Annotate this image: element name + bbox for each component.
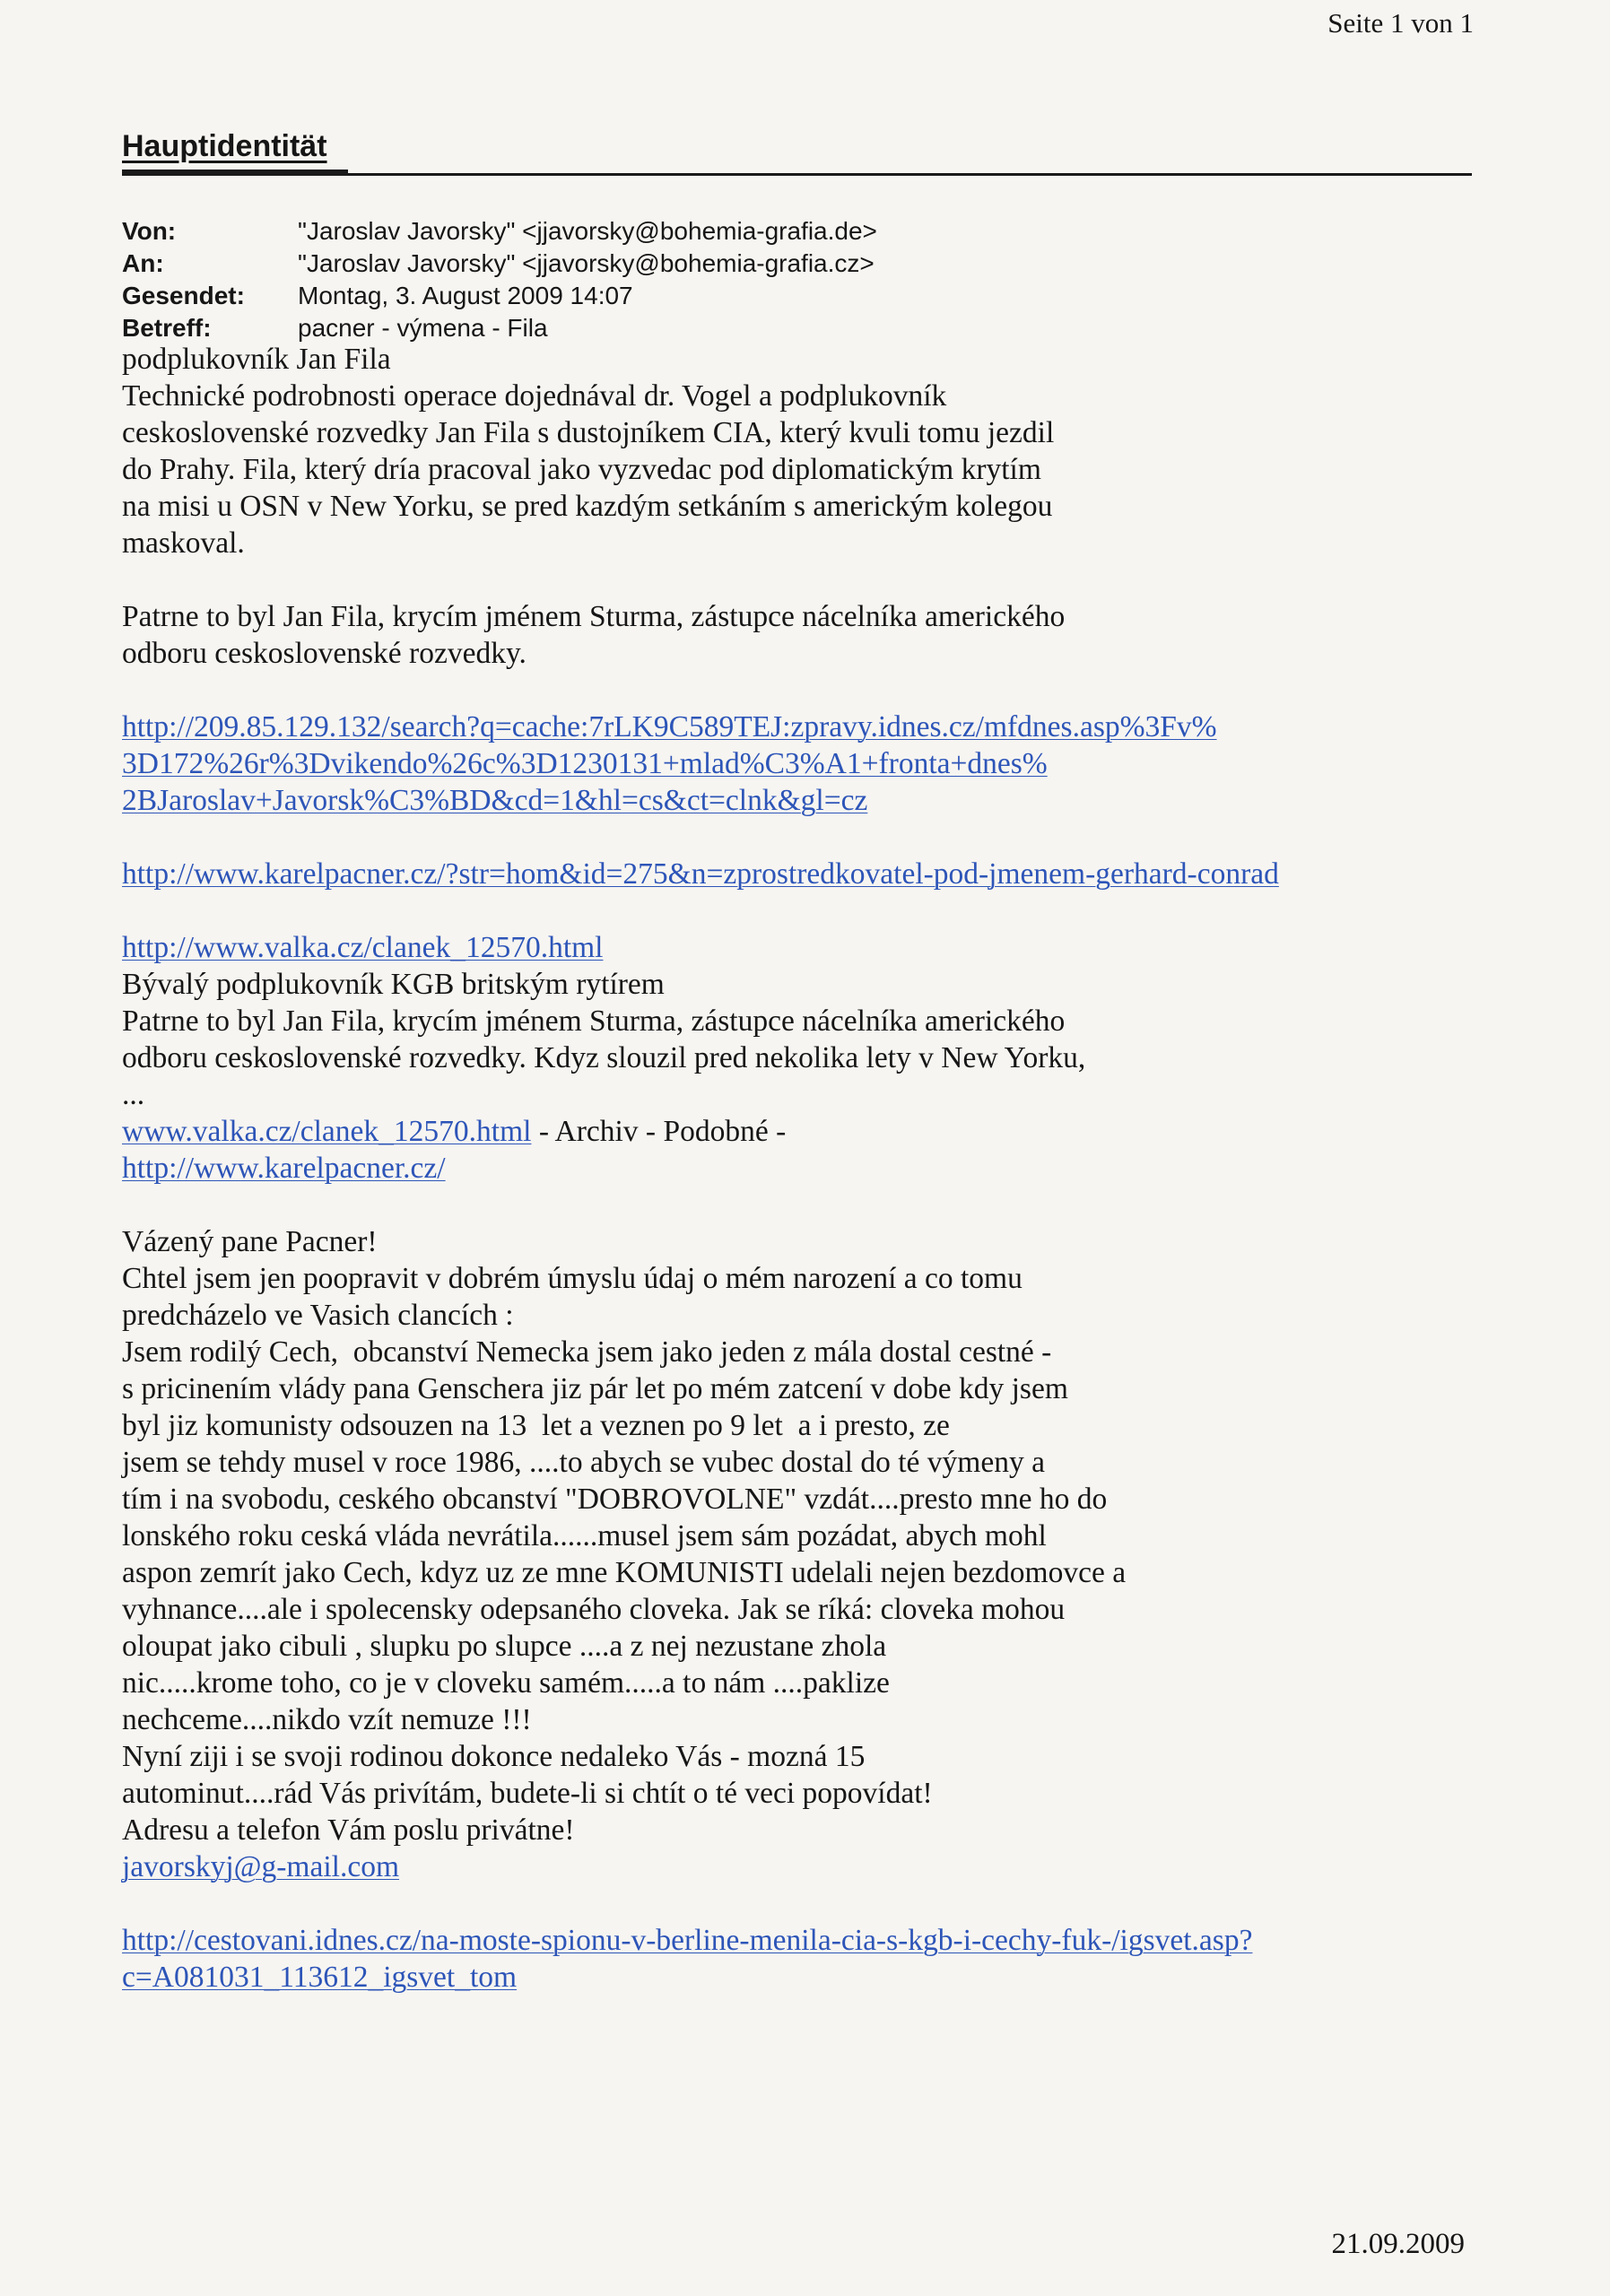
valka-short-link[interactable]: www.valka.cz/clanek_12570.html	[122, 1115, 532, 1148]
body-line: vyhnance....ale i spolecensky odepsaného cloveka. Jak se ríká: cloveka mohou	[122, 1593, 1066, 1626]
body-line: podplukovník Jan Fila	[122, 343, 391, 376]
subject-row	[122, 312, 877, 344]
body-line: Chtel jsem jen poopravit v dobrém úmyslu údaj o mém narození a co tomu	[122, 1262, 1023, 1295]
paragraph-gap	[122, 819, 1476, 856]
body-line: ...	[122, 1078, 145, 1111]
from-label: Von:	[122, 217, 177, 245]
body-line: nechceme....nikdo vzít nemuze !!!	[122, 1703, 532, 1736]
karelpacner-home-link[interactable]: http://www.karelpacner.cz/	[122, 1152, 446, 1185]
body-line: Vázený pane Pacner!	[122, 1225, 378, 1258]
body-line: predcházelo ve Vasich clancích :	[122, 1299, 514, 1332]
body-line: byl jiz komunisty odsouzen na 13 let a veznen po 9 let a i presto, ze	[122, 1409, 950, 1442]
subject-label: Betreff:	[122, 314, 212, 342]
subject-value: pacner - výmena - Fila	[298, 314, 548, 342]
body-line: lonského roku ceská vláda nevrátila......musel jsem sám pozádat, abych mohl	[122, 1519, 1047, 1552]
to-row	[122, 248, 877, 280]
body-line: autominut....rád Vás privítám, budete-li si chtít o té veci popovídat!	[122, 1777, 933, 1810]
paragraph-gap	[122, 561, 1476, 598]
search-result-suffix: - Archiv - Podobné -	[531, 1115, 787, 1148]
page-number-header: Seite 1 von 1	[1327, 7, 1474, 39]
sent-label: Gesendet:	[122, 282, 245, 309]
body-line: Patrne to byl Jan Fila, krycím jménem Sturma, zástupce nácelníka amerického	[122, 600, 1066, 633]
paragraph-gap	[122, 892, 1476, 929]
body-line: Nyní ziji i se svoji rodinou dokonce nedaleko Vás - mozná 15	[122, 1740, 866, 1773]
body-line: Patrne to byl Jan Fila, krycím jménem Sturma, zástupce nácelníka amerického	[122, 1004, 1066, 1038]
to-value: "Jaroslav Javorsky" <jjavorsky@bohemia-grafia.cz>	[298, 249, 875, 277]
karelpacner-article-link[interactable]: http://www.karelpacner.cz/?str=hom&id=275&n=zprostredkovatel-pod-jmenem-gerhard-conrad	[122, 857, 1279, 891]
print-date-footer: 21.09.2009	[1331, 2228, 1465, 2260]
body-line: s pricinením vlády pana Genschera jiz pár let po mém zatcení v dobe kdy jsem	[122, 1372, 1068, 1405]
body-line: odboru ceskoslovenské rozvedky.	[122, 637, 527, 670]
title-rule	[122, 173, 1472, 176]
idnes-cache-link[interactable]: http://209.85.129.132/search?q=cache:7rLK9C589TEJ:zpravy.idnes.cz/mfdnes.asp%3Fv%	[122, 710, 1217, 744]
body-line: Adresu a telefon Vám poslu privátne!	[122, 1813, 575, 1847]
from-value: "Jaroslav Javorsky" <jjavorsky@bohemia-grafia.de>	[298, 217, 877, 245]
from-row	[122, 215, 877, 248]
body-line: Technické podrobnosti operace dojednával dr. Vogel a podplukovník	[122, 379, 947, 413]
paragraph-gap	[122, 1885, 1476, 1922]
cestovani-article-link-cont[interactable]: c=A081031_113612_igsvet_tom	[122, 1961, 518, 1994]
body-line: ceskoslovenské rozvedky Jan Fila s dustojníkem CIA, který kvuli tomu jezdil	[122, 416, 1055, 449]
sent-row	[122, 280, 877, 312]
body-line: na misi u OSN v New Yorku, se pred kazdým setkáním s americkým kolegou	[122, 490, 1053, 523]
body-line: oloupat jako cibuli , slupku po slupce ....a z nej nezustane zhola	[122, 1630, 887, 1663]
body-line: nic.....krome toho, co je v cloveku samém.....a to nám ....paklize	[122, 1666, 890, 1700]
body-line: odboru ceskoslovenské rozvedky. Kdyz slouzil pred nekolika lety v New Yorku,	[122, 1041, 1086, 1074]
body-line: Jsem rodilý Cech, obcanství Nemecka jsem jako jeden z mála dostal cestné -	[122, 1335, 1052, 1369]
body-line: aspon zemrít jako Cech, kdyz uz ze mne KOMUNISTI udelali nejen bezdomovce a	[122, 1556, 1127, 1589]
body-line: jsem se tehdy musel v roce 1986, ....to abych se vubec dostal do té výmeny a	[122, 1446, 1045, 1479]
body-line: tím i na svobodu, ceského obcanství "DOBROVOLNE" vzdát....presto mne ho do	[122, 1483, 1108, 1516]
body-line: Bývalý podplukovník KGB britským rytírem	[122, 968, 665, 1001]
body-line: do Prahy. Fila, který dría pracoval jako vyzvedac pod diplomatickým krytím	[122, 453, 1041, 486]
cestovani-article-link[interactable]: http://cestovani.idnes.cz/na-moste-spionu-v-berline-menila-cia-s-kgb-i-cechy-fuk-/igsvet.asp?	[122, 1924, 1253, 1957]
identity-title: Hauptidentität	[122, 129, 327, 163]
idnes-cache-link-cont[interactable]: 3D172%26r%3Dvikendo%26c%3D1230131+mlad%C3%A1+fronta+dnes%	[122, 747, 1048, 780]
to-label: An:	[122, 249, 164, 277]
sent-value: Montag, 3. August 2009 14:07	[298, 282, 633, 309]
email-header-fields	[122, 215, 877, 344]
body-line: maskoval.	[122, 526, 245, 560]
valka-article-link[interactable]: http://www.valka.cz/clanek_12570.html	[122, 931, 604, 964]
email-address-link[interactable]: javorskyj@g-mail.com	[122, 1850, 400, 1883]
idnes-cache-link-cont[interactable]: 2BJaroslav+Javorsk%C3%BD&cd=1&hl=cs&ct=clnk&gl=cz	[122, 784, 868, 817]
paragraph-gap	[122, 1187, 1476, 1223]
paragraph-gap	[122, 672, 1476, 709]
email-body	[122, 341, 1476, 1996]
